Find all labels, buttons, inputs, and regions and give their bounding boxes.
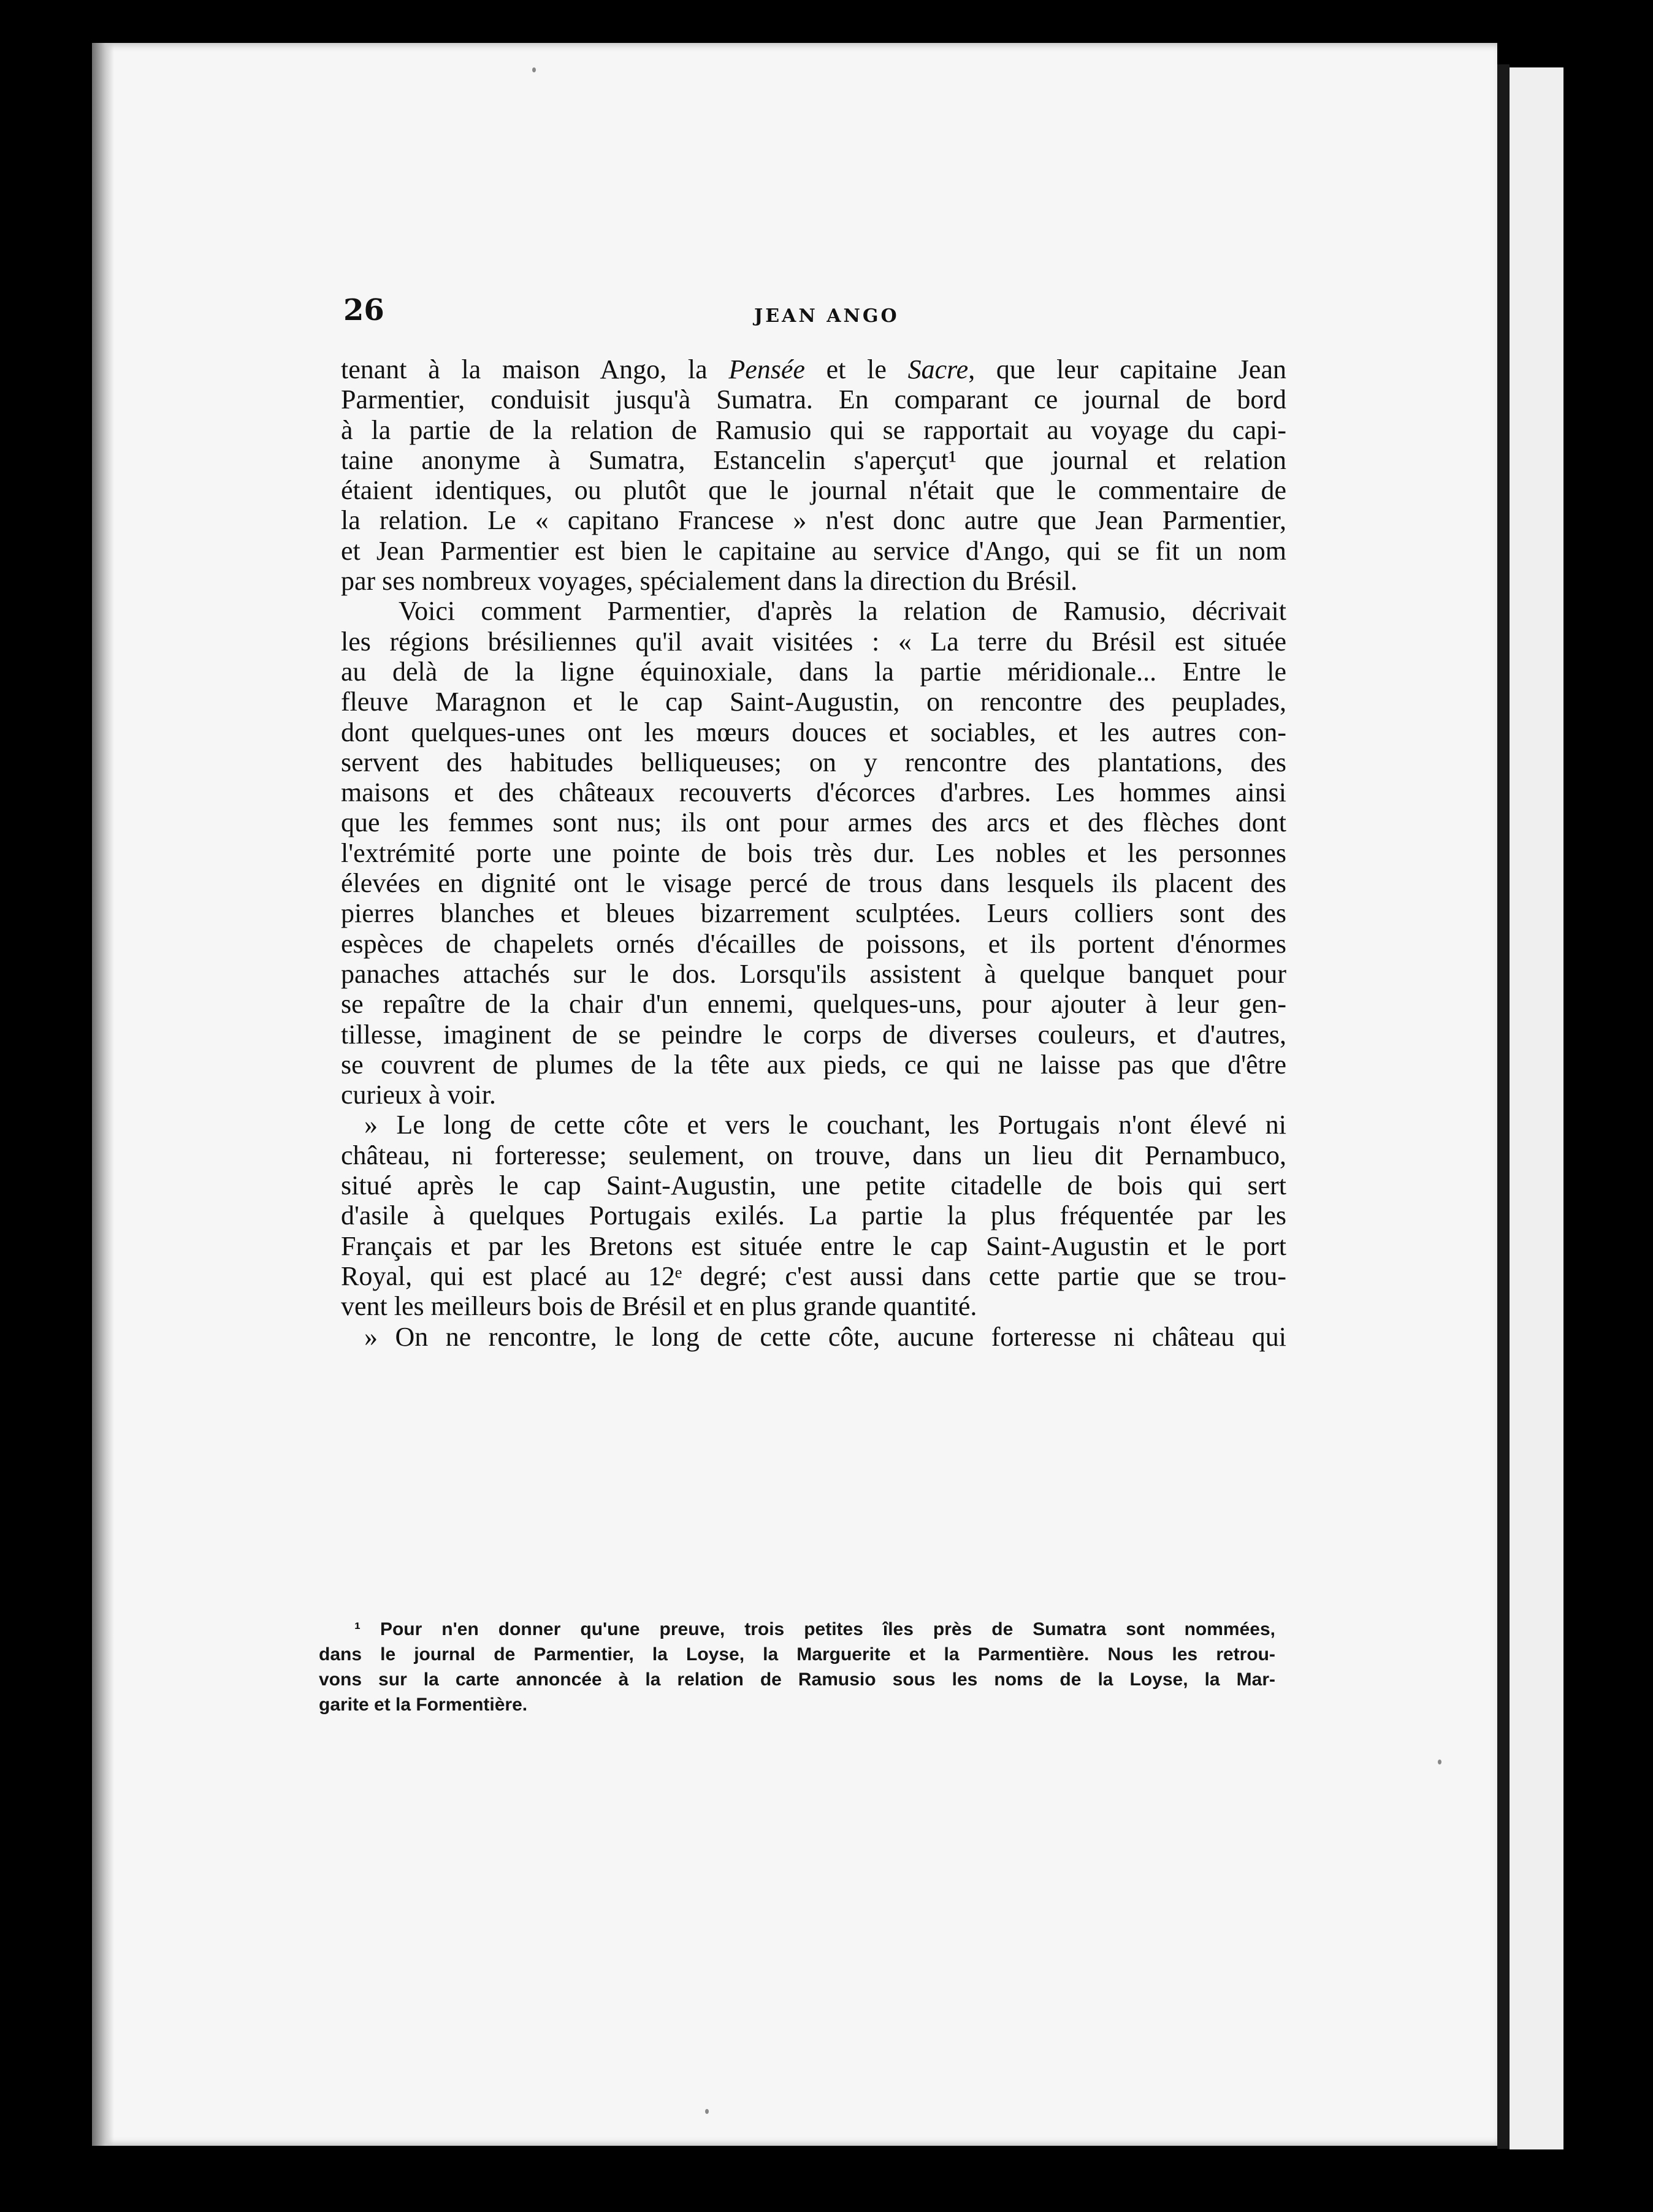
- body-line: dont quelques-unes ont les mœurs douces et sociables, et les autres con-: [341, 717, 1286, 747]
- body-line: Voici comment Parmentier, d'après la relation de Ramusio, décrivait: [399, 596, 1286, 627]
- body-line: vent les meilleurs bois de Brésil et en plus grande quantité.: [341, 1291, 977, 1322]
- body-line: au delà de la ligne équinoxiale, dans la partie méridionale... Entre le: [341, 656, 1286, 687]
- body-line: élevées en dignité ont le visage percé de trous dans lesquels ils placent des: [341, 868, 1286, 899]
- footnote-line: garite et la Formentière.: [319, 1695, 528, 1715]
- body-line: Français et par les Bretons est située entre le cap Saint-Augustin et le port: [341, 1230, 1286, 1261]
- footnote-line: dans le journal de Parmentier, la Loyse, la Marguerite et la Parmentière. Nous les retrou-: [319, 1644, 1275, 1665]
- dust-speck: [705, 2109, 709, 2114]
- body-line: panaches attachés sur le dos. Lorsqu'ils assistent à quelque banquet pour: [341, 958, 1286, 989]
- body-line: château, ni forteresse; seulement, on trouve, dans un lieu dit Pernambuco,: [341, 1140, 1286, 1170]
- footnote-line: ¹ Pour n'en donner qu'une preuve, trois petites îles près de Sumatra sont nommées,: [354, 1619, 1275, 1639]
- body-line: d'asile à quelques Portugais exilés. La partie la plus fréquentée par les: [341, 1200, 1286, 1231]
- body-line: pierres blanches et bleues bizarrement sculptées. Leurs colliers sont des: [341, 898, 1286, 929]
- body-line: » Le long de cette côte et vers le couchant, les Portugais n'ont élevé ni: [364, 1110, 1286, 1140]
- body-line: et Jean Parmentier est bien le capitaine au service d'Ango, qui se fit un nom: [341, 535, 1286, 566]
- body-line-1: [341, 354, 1286, 384]
- body-line: curieux à voir.: [341, 1080, 496, 1110]
- body-line: par ses nombreux voyages, spécialement dans la direction du Brésil.: [341, 566, 1078, 597]
- body-line: étaient identiques, ou plutôt que le journal n'était que le commentaire de: [341, 475, 1286, 506]
- body-line: taine anonyme à Sumatra, Estancelin s'aperçut¹ que journal et relation: [341, 444, 1286, 475]
- next-page-edge: [1497, 64, 1510, 2149]
- body-line: l'extrémité porte une pointe de bois très dur. Les nobles et les personnes: [341, 837, 1286, 868]
- body-line: Royal, qui est placé au 12ᵉ degré; c'est aussi dans cette partie que se trou-: [341, 1260, 1286, 1291]
- body-line: se repaître de la chair d'un ennemi, quelques-uns, pour ajouter à leur gen-: [341, 989, 1286, 1020]
- body-line: servent des habitudes belliqueuses; on y rencontre des plantations, des: [341, 747, 1286, 777]
- body-line: les régions brésiliennes qu'il avait visitées : « La terre du Brésil est située: [341, 626, 1286, 657]
- body-line: Parmentier, conduisit jusqu'à Sumatra. En comparant ce journal de bord: [341, 384, 1286, 415]
- body-line: que les femmes sont nus; ils ont pour armes des arcs et des flèches dont: [341, 807, 1286, 838]
- body-line: espèces de chapelets ornés d'écailles de poissons, et ils portent d'énormes: [341, 928, 1286, 959]
- ship-name-sacre: Sacre: [907, 354, 969, 384]
- body-line: maisons et des châteaux recouverts d'écorces d'arbres. Les hommes ainsi: [341, 777, 1286, 808]
- body-line-1-part-c: et le: [804, 354, 908, 384]
- ship-name-pensee: Pensée: [728, 354, 805, 384]
- body-line: tillesse, imaginent de se peindre le corps de diverses couleurs, et d'autres,: [341, 1019, 1286, 1050]
- body-line: se couvrent de plumes de la tête aux pieds, ce qui ne laisse pas que d'être: [341, 1049, 1286, 1080]
- next-page-strip: [1510, 67, 1563, 2149]
- body-line: à la partie de la relation de Ramusio qui se rapportait au voyage du capi-: [341, 414, 1286, 445]
- body-line: » On ne rencontre, le long de cette côte, aucune forteresse ni château qui: [364, 1321, 1286, 1352]
- dust-speck: [532, 67, 536, 72]
- body-line: la relation. Le « capitano Francese » n'est donc autre que Jean Parmentier,: [341, 505, 1286, 536]
- body-line-1-part-a: tenant à la maison Ango, la: [341, 354, 729, 384]
- body-line: fleuve Maragnon et le cap Saint-Augustin, on rencontre des peuplades,: [341, 687, 1286, 717]
- footnote: [319, 1617, 1275, 1717]
- running-head: [0, 293, 1653, 330]
- body-text: [341, 354, 1286, 1352]
- body-line-1-part-e: , que leur capitaine Jean: [968, 354, 1286, 384]
- page-gutter-shadow: [92, 43, 114, 2146]
- footnote-line: vons sur la carte annoncée à la relation de Ramusio sous les noms de la Loyse, la Mar-: [319, 1669, 1275, 1690]
- dust-speck: [1438, 1760, 1441, 1764]
- body-line: situé après le cap Saint-Augustin, une petite citadelle de bois qui sert: [341, 1170, 1286, 1201]
- running-title: JEAN ANGO: [754, 305, 899, 327]
- page-number: 26: [343, 293, 384, 327]
